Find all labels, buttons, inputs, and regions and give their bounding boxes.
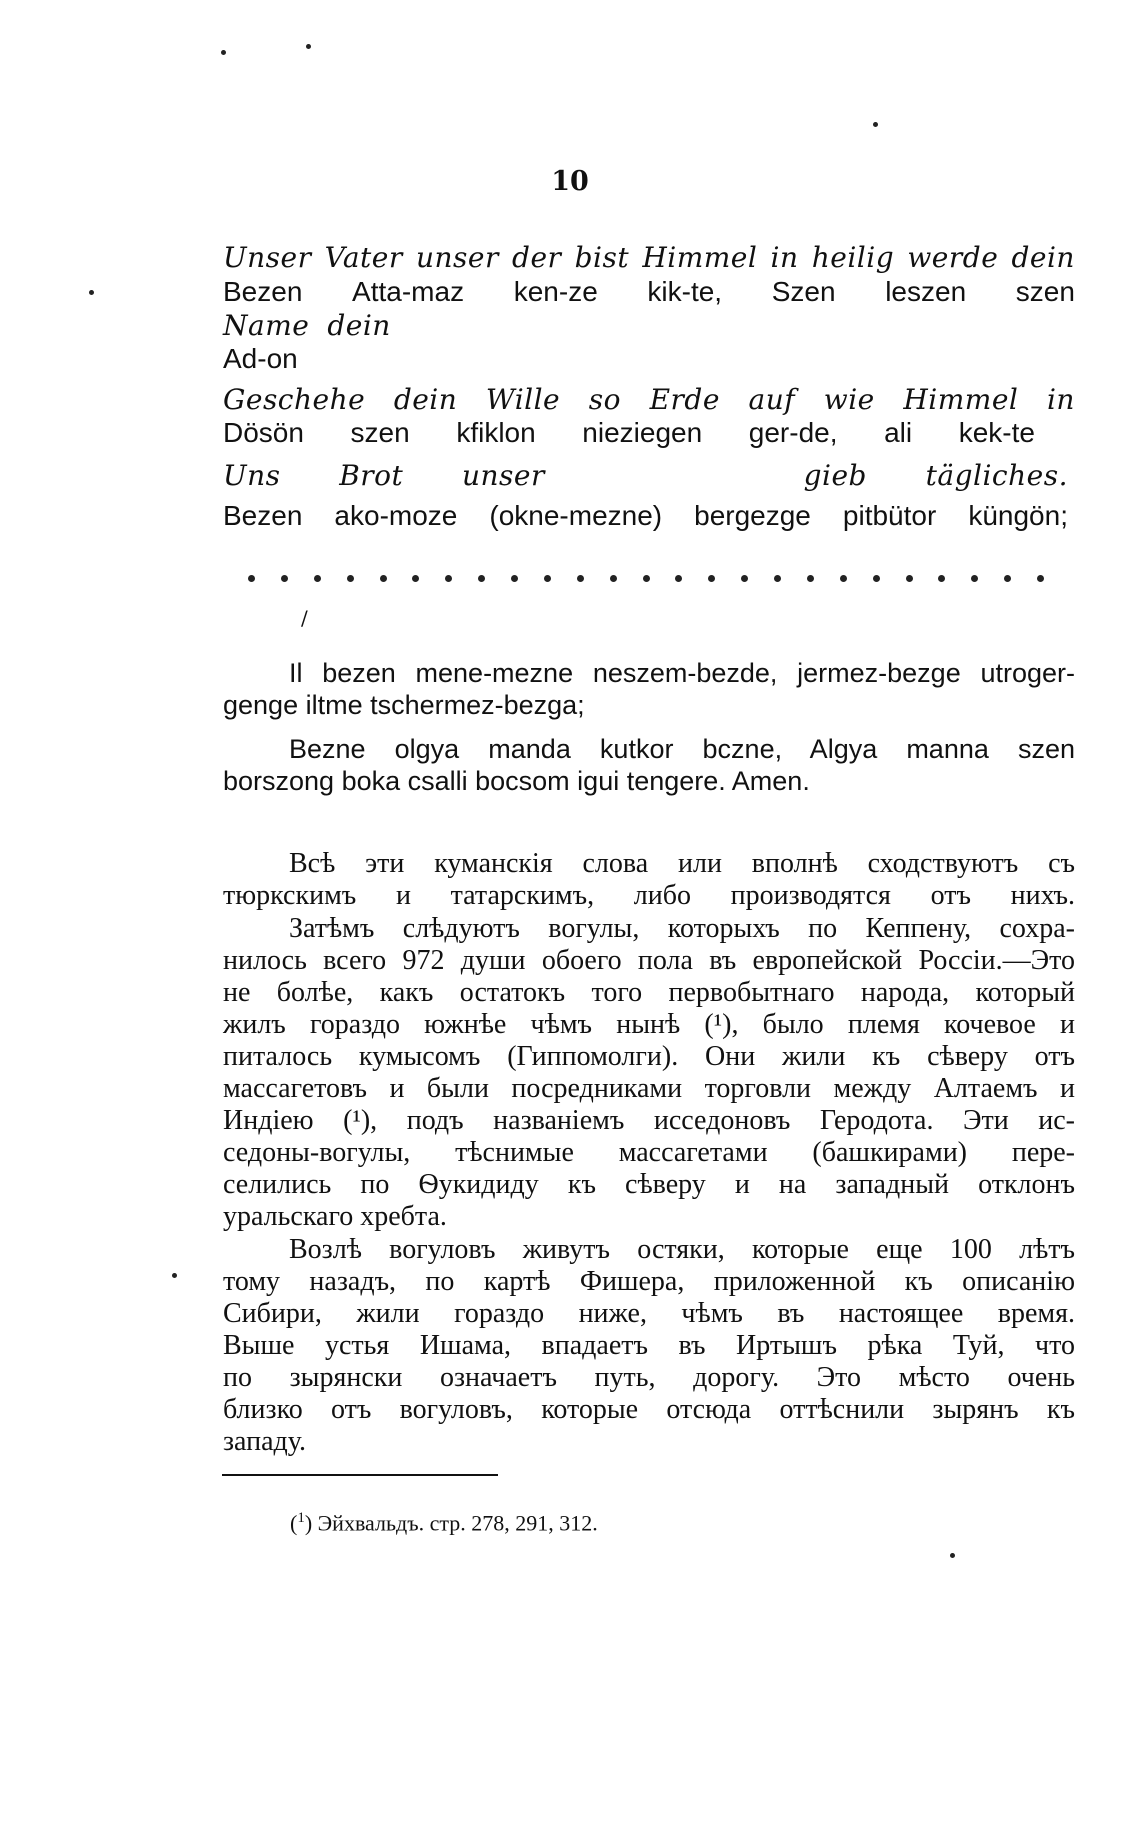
gothic-word: in: [1046, 383, 1075, 416]
prayer-latin-line-2: [223, 343, 1075, 375]
latin-word: küngön;: [968, 500, 1068, 531]
scan-speck: [89, 290, 94, 295]
gothic-word: dein: [1011, 241, 1075, 274]
gothic-word: Uns: [223, 459, 281, 492]
text-line: не болѣе, какъ остатокъ того первобытнаго народа, который: [223, 977, 1075, 1008]
gothic-word: Name: [223, 309, 310, 342]
gothic-word: unser: [461, 459, 545, 492]
gothic-word: Geschehe: [223, 383, 366, 416]
latin-word: Dösön: [223, 417, 304, 448]
gothic-word: dein: [327, 309, 391, 342]
text-line: близко отъ вогуловъ, которые отсюда оттѣснили зырянъ къ: [223, 1394, 1075, 1425]
latin-word: Atta-maz: [352, 276, 465, 307]
omission-dots: [248, 575, 1044, 582]
latin-word: ako-moze: [334, 500, 458, 531]
gothic-word: werde: [907, 241, 999, 274]
gothic-word: in: [770, 241, 799, 274]
latin-word: kek-te: [958, 417, 1035, 448]
text-line: по зырянски означаетъ путь, дорогу. Это мѣсто очень: [223, 1362, 1075, 1393]
page-number: 10: [551, 166, 589, 197]
gothic-word: Vater: [324, 241, 403, 274]
text-line: тому назадъ, по картѣ Фишера, приложенной къ описанію: [223, 1266, 1075, 1297]
gothic-word: Wille: [485, 383, 561, 416]
prayer-gothic-line-4: [223, 460, 1068, 492]
text-line: нилось всего 972 души обоего пола въ европейской Россіи.—Это: [223, 945, 1075, 976]
latin-word: kik-te,: [647, 276, 723, 307]
text-line: питалось кумысомъ (Гиппомолги). Они жили къ сѣверу отъ: [223, 1041, 1075, 1072]
gothic-word: unser: [415, 241, 499, 274]
text-line: Выше устья Ишама, впадаетъ въ Иртышъ рѣка Туй, что: [223, 1330, 1075, 1361]
gothic-word: so: [588, 383, 621, 416]
text-line: Il bezen mene-mezne neszem-bezde, jermez-bezge utroger-: [289, 658, 1075, 688]
latin-word: ali: [884, 417, 913, 448]
prayer-continuation-2: [223, 733, 1075, 797]
gothic-word: auf: [748, 383, 796, 416]
prayer-latin-line-3: [223, 417, 1035, 449]
paragraph-1: [223, 848, 1075, 912]
paragraph-3: [223, 1234, 1075, 1458]
text-line: genge iltme tschermez-bezga;: [223, 690, 585, 720]
footnote-rule: [222, 1474, 498, 1476]
text-line: селились по Ѳукидиду къ сѣверу и на западный отклонъ: [223, 1169, 1075, 1200]
prayer-gothic-line-3: [223, 384, 1075, 416]
scan-speck: [172, 1273, 177, 1278]
text-line: западу.: [223, 1426, 306, 1457]
text-line: массагетовъ и были посредниками торговли между Алтаемъ и: [223, 1073, 1075, 1104]
prayer-latin-line-4: [223, 500, 1068, 532]
prayer-gothic-line-2: [223, 310, 1075, 342]
latin-word: szen: [1015, 276, 1075, 307]
text-line: тюркскимъ и татарскимъ, либо производятся отъ нихъ.: [223, 880, 1075, 911]
gothic-word: heilig: [811, 241, 895, 274]
text-line: жилъ гораздо южнѣе чѣмъ нынѣ (¹), было племя кочевое и: [223, 1009, 1075, 1040]
paragraph-2: [223, 913, 1075, 1233]
latin-word: bergezge: [694, 500, 811, 531]
footnote-marker: 1: [297, 1510, 305, 1526]
scan-speck: [950, 1553, 955, 1558]
text-line: Сибири, жили гораздо ниже, чѣмъ въ настоящее время.: [223, 1298, 1075, 1329]
gothic-word: Unser: [223, 241, 312, 274]
gothic-word: Himmel: [903, 383, 1019, 416]
latin-word: Bezen: [223, 276, 303, 307]
gothic-word: dein: [393, 383, 458, 416]
text-line: Возлѣ вогуловъ живутъ остяки, которые еще 100 лѣтъ: [289, 1234, 1075, 1265]
text-line: Затѣмъ слѣдуютъ вогулы, которыхъ по Кеппену, сохра-: [289, 913, 1075, 944]
scan-speck: [221, 50, 226, 55]
latin-word: leszen: [885, 276, 967, 307]
text-line: Всѣ эти куманскія слова или вполнѣ сходствуютъ съ: [289, 848, 1075, 879]
latin-word: kfiklon: [456, 417, 536, 448]
latin-word: Szen: [771, 276, 836, 307]
prayer-gothic-line-1: [223, 242, 1075, 274]
gothic-word: Himmel: [642, 241, 758, 274]
latin-word: pitbütor: [842, 500, 937, 531]
text-line: Индіею (¹), подъ названіемъ исседоновъ Геродота. Эти ис-: [223, 1105, 1075, 1136]
prayer-latin-line-1: [223, 276, 1075, 308]
text-line: Bezne olgya manda kutkor bczne, Algya manna szen: [289, 734, 1075, 764]
gothic-word: Erde: [649, 383, 720, 416]
latin-word: ger-de,: [748, 417, 838, 448]
footnote-text: Эйхвальдъ. стр. 278, 291, 312.: [317, 1510, 598, 1536]
text-line: седоны-вогулы, тѣснимые массагетами (башкирами) пере-: [223, 1137, 1075, 1168]
latin-word: (okne-mezne): [489, 500, 663, 531]
gothic-word: wie: [823, 383, 875, 416]
gothic-word: Brot: [339, 459, 404, 492]
gothic-word: bist: [574, 241, 630, 274]
gothic-word: tägliches.: [925, 459, 1068, 492]
latin-word: nieziegen: [582, 417, 703, 448]
prayer-continuation-1: [223, 657, 1075, 721]
text-line: borszong boka csalli bocsom igui tengere. Amen.: [223, 766, 810, 796]
latin-word: Bezen: [223, 500, 303, 531]
latin-word: Ad-on: [223, 343, 298, 374]
text-line: уральскаго хребта.: [223, 1201, 447, 1232]
gothic-word: der: [512, 241, 562, 274]
gothic-word: gieb: [803, 459, 867, 492]
stray-mark: /: [301, 606, 308, 630]
latin-word: szen: [350, 417, 410, 448]
scan-speck: [306, 44, 311, 49]
footnote: ($^1$) Эйхвальдъ. стр. 278, 291, 312.: [290, 1510, 598, 1536]
latin-word: ken-ze: [513, 276, 598, 307]
scan-speck: [873, 122, 878, 127]
